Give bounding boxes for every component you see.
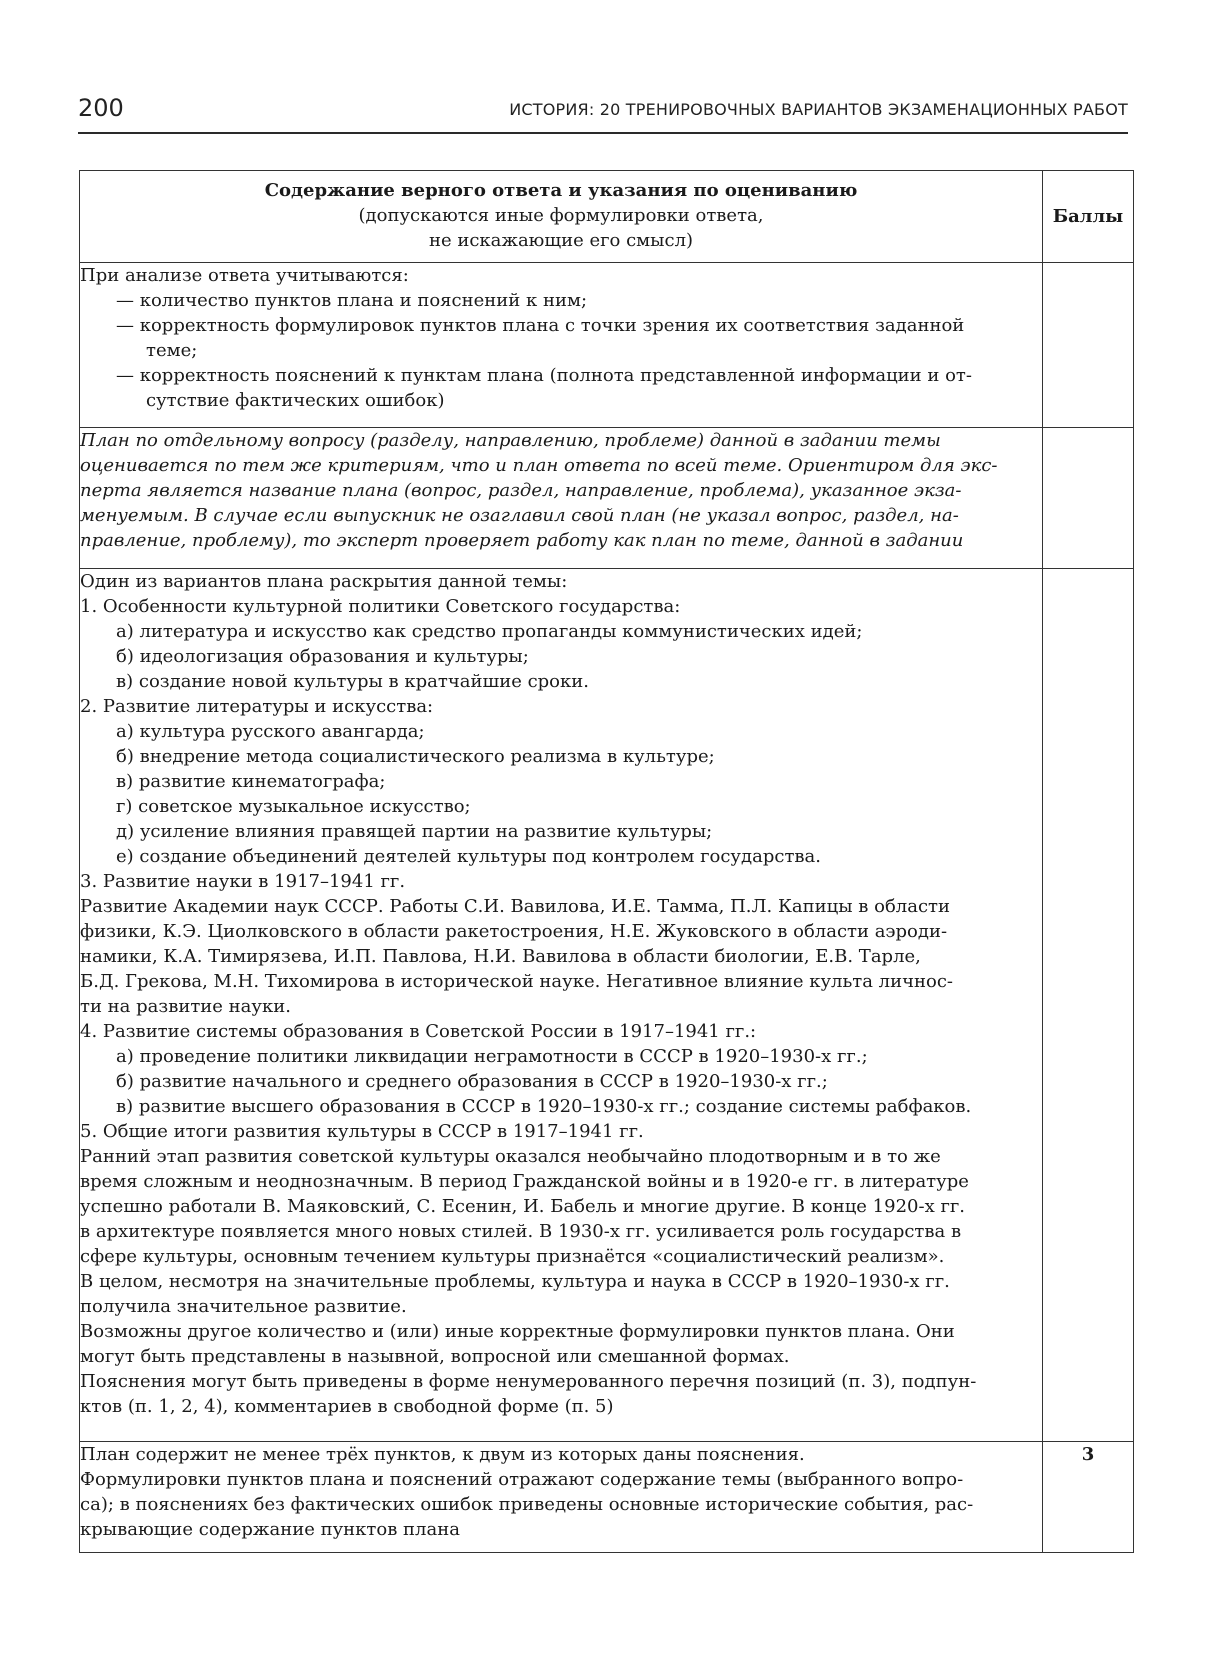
score-criterion-line: План содержит не менее трёх пунктов, к двум из которых даны пояснения. xyxy=(80,1444,805,1465)
table-row xyxy=(80,428,1134,569)
plan-line: В целом, несмотря на значительные проблемы, культура и наука в СССР в 1920–1930-х гг. xyxy=(80,1271,950,1292)
plan-heading: 1. Особенности культурной политики Советского государства: xyxy=(80,596,681,617)
plan-subitem: б) развитие начального и среднего образования в СССР в 1920–1930-х гг.; xyxy=(116,1071,828,1092)
note-line: План по отдельному вопросу (разделу, направлению, проблеме) данной в задании темы xyxy=(80,430,941,451)
score-value: 3 xyxy=(1043,1442,1134,1553)
plan-line: намики, К.А. Тимирязева, И.П. Павлова, Н.И. Вавилова в области биологии, Е.В. Тарле, xyxy=(80,946,921,967)
plan-subitem: г) советское музыкальное искусство; xyxy=(116,796,471,817)
grading-table xyxy=(79,170,1134,1553)
plan-line: сфере культуры, основным течением культуры признаётся «социалистический реализм». xyxy=(80,1246,945,1267)
plan-subitem: б) внедрение метода социалистического реализма в культуре; xyxy=(116,746,715,767)
plan-subitem: б) идеологизация образования и культуры; xyxy=(116,646,529,667)
header-line-3: не искажающие его смысл) xyxy=(428,230,694,251)
note-cell xyxy=(80,428,1043,569)
plan-subitem: а) литература и искусство как средство пропаганды коммунистических идей; xyxy=(116,621,863,642)
plan-line: успешно работали В. Маяковский, С. Есенин, И. Бабель и многие другие. В конце 1920-х гг. xyxy=(80,1196,966,1217)
criteria-intro: При анализе ответа учитываются: xyxy=(80,265,409,286)
criteria-item: — корректность формулировок пунктов плана с точки зрения их соответствия заданной xyxy=(116,315,965,336)
score-criterion-line: са); в пояснениях без фактических ошибок приведены основные исторические события, рас- xyxy=(80,1494,974,1515)
plan-subitem: а) культура русского авангарда; xyxy=(116,721,425,742)
plan-line: в архитектуре появляется много новых стилей. В 1930-х гг. усиливается роль государства в xyxy=(80,1221,962,1242)
empty-score-cell xyxy=(1043,263,1134,428)
table-row xyxy=(80,263,1134,428)
plan-subitem: а) проведение политики ликвидации неграмотности в СССР в 1920–1930-х гг.; xyxy=(116,1046,868,1067)
header-content-cell xyxy=(80,171,1043,263)
note-line: перта является название плана (вопрос, раздел, направление, проблема), указанное экза- xyxy=(80,480,962,501)
plan-line: ктов (п. 1, 2, 4), комментариев в свободной форме (п. 5) xyxy=(80,1396,614,1417)
score-criterion-line: Формулировки пунктов плана и пояснений отражают содержание темы (выбранного вопро- xyxy=(80,1469,964,1490)
plan-line: ти на развитие науки. xyxy=(80,996,291,1017)
score-column-header: Баллы xyxy=(1043,171,1134,263)
criteria-item: — корректность пояснений к пунктам плана (полнота представленной информации и от- xyxy=(116,365,972,386)
empty-score-cell xyxy=(1043,569,1134,1442)
score-criterion-cell xyxy=(80,1442,1043,1553)
table-row xyxy=(80,1442,1134,1553)
plan-line: Развитие Академии наук СССР. Работы С.И. Вавилова, И.Е. Тамма, П.Л. Капицы в области xyxy=(80,896,950,917)
note-line: правление, проблему), то эксперт проверяет работу как план по теме, данной в задании xyxy=(80,530,964,551)
plan-heading: 2. Развитие литературы и искусства: xyxy=(80,696,434,717)
plan-line: Б.Д. Грекова, М.Н. Тихомирова в исторической науке. Негативное влияние культа личнос- xyxy=(80,971,954,992)
running-head xyxy=(78,92,1128,134)
score-criterion-line: крывающие содержание пунктов плана xyxy=(80,1519,460,1540)
table-header-row xyxy=(80,171,1134,263)
plan-line: Пояснения могут быть приведены в форме ненумерованного перечня позиций (п. 3), подпун- xyxy=(80,1371,977,1392)
plan-line: получила значительное развитие. xyxy=(80,1296,407,1317)
empty-score-cell xyxy=(1043,428,1134,569)
plan-line: Возможны другое количество и (или) иные корректные формулировки пунктов плана. Они xyxy=(80,1321,955,1342)
criteria-item: — количество пунктов плана и пояснений к ним; xyxy=(116,290,588,311)
criteria-item: теме; xyxy=(146,340,198,361)
header-line-2: (допускаются иные формулировки ответа, xyxy=(358,205,764,226)
criteria-item: сутствие фактических ошибок) xyxy=(146,390,445,411)
plan-subitem: в) развитие кинематографа; xyxy=(116,771,386,792)
note-line: менуемым. В случае если выпускник не озаглавил свой план (не указал вопрос, раздел, на- xyxy=(80,505,959,526)
plan-line: время сложным и неоднозначным. В период Гражданской войны и в 1920-е гг. в литературе xyxy=(80,1171,969,1192)
book-title: ИСТОРИЯ: 20 ТРЕНИРОВОЧНЫХ ВАРИАНТОВ ЭКЗАМЕНАЦИОННЫХ РАБОТ xyxy=(509,100,1128,119)
plan-line: Один из вариантов плана раскрытия данной темы: xyxy=(80,571,568,592)
plan-heading: 4. Развитие системы образования в Советской России в 1917–1941 гг.: xyxy=(80,1021,757,1042)
plan-line: физики, К.Э. Циолковского в области ракетостроения, Н.Е. Жуковского в области аэроди- xyxy=(80,921,948,942)
note-line: оценивается по тем же критериям, что и план ответа по всей теме. Ориентиром для экс- xyxy=(80,455,998,476)
criteria-cell xyxy=(80,263,1043,428)
plan-line: Ранний этап развития советской культуры оказался необычайно плодотворным и в то же xyxy=(80,1146,941,1167)
plan-subitem: в) создание новой культуры в кратчайшие сроки. xyxy=(116,671,589,692)
plan-subitem: д) усиление влияния правящей партии на развитие культуры; xyxy=(116,821,713,842)
header-line-1: Содержание верного ответа и указания по оцениванию xyxy=(264,180,858,201)
page-number: 200 xyxy=(78,94,124,122)
plan-subitem: е) создание объединений деятелей культуры под контролем государства. xyxy=(116,846,821,867)
plan-cell xyxy=(80,569,1043,1442)
plan-heading: 3. Развитие науки в 1917–1941 гг. xyxy=(80,871,406,892)
plan-subitem: в) развитие высшего образования в СССР в 1920–1930-х гг.; создание системы рабфаков. xyxy=(116,1096,972,1117)
plan-line: могут быть представлены в назывной, вопросной или смешанной формах. xyxy=(80,1346,790,1367)
table-row xyxy=(80,569,1134,1442)
plan-heading: 5. Общие итоги развития культуры в СССР в 1917–1941 гг. xyxy=(80,1121,644,1142)
